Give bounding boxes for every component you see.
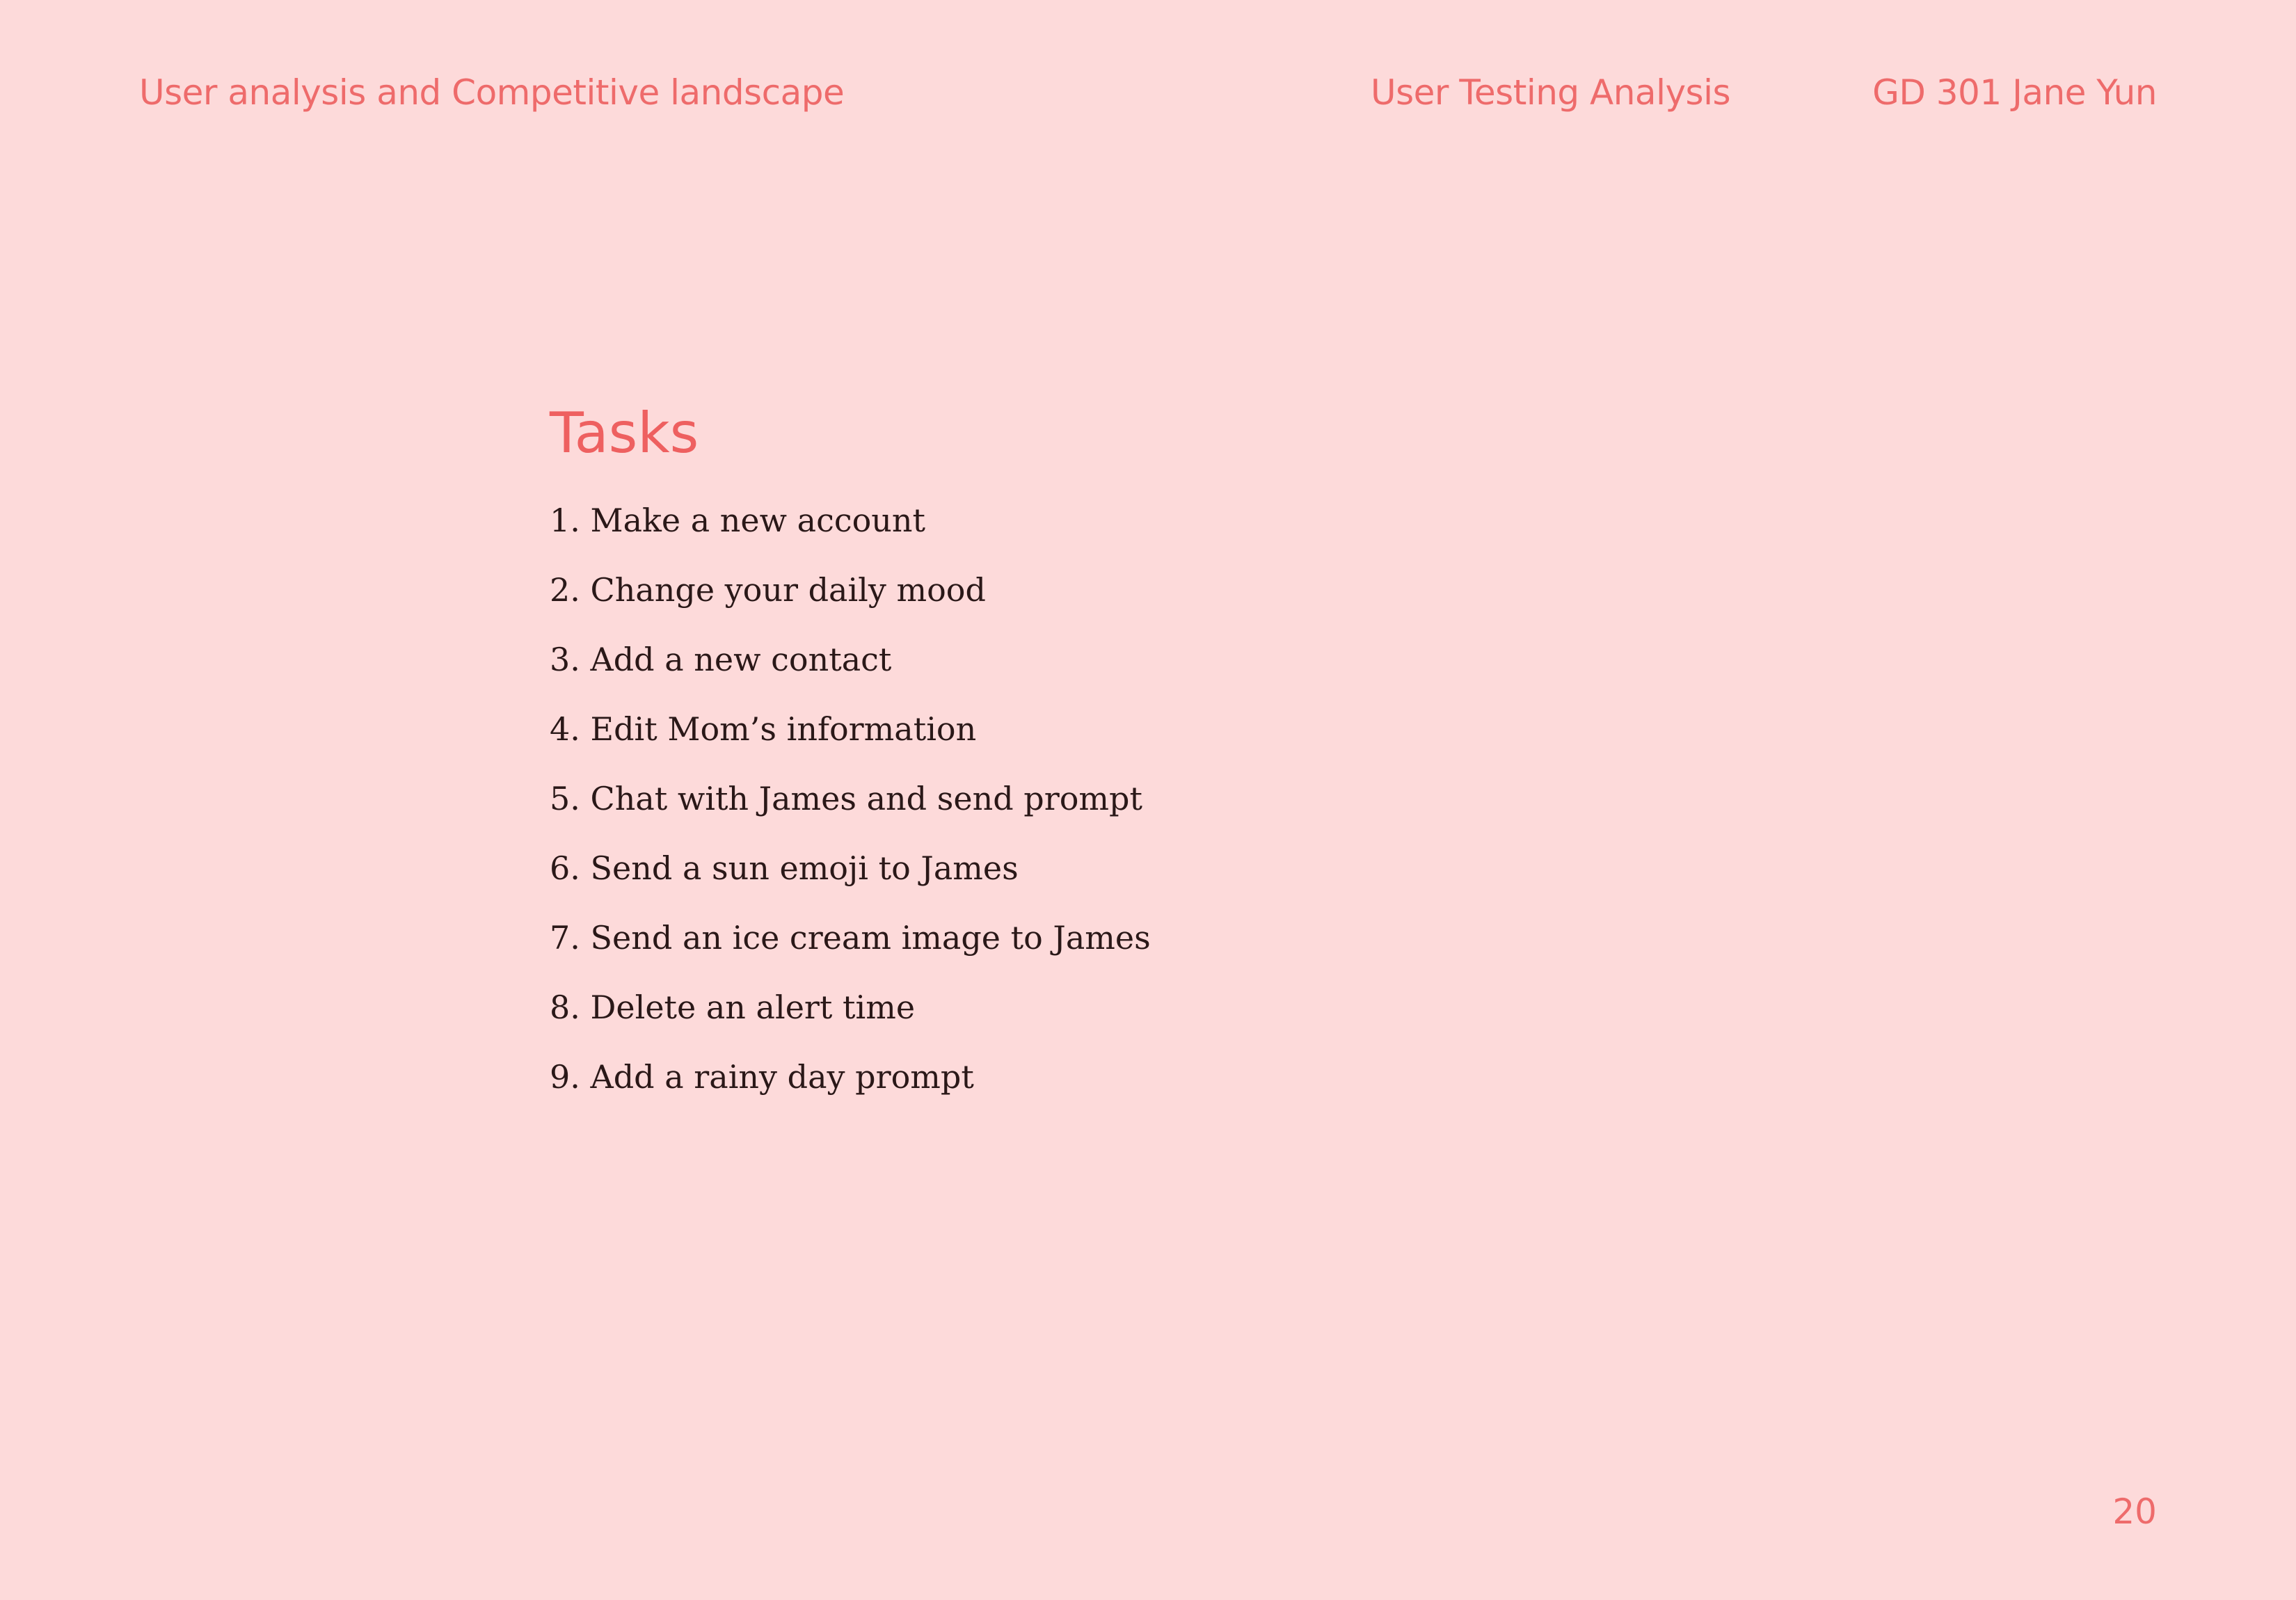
task-list: [550, 486, 1151, 1112]
header-section-title: User analysis and Competitive landscape: [139, 72, 845, 113]
header-course-author: GD 301 Jane Yun: [1872, 72, 2157, 113]
tasks-section: [550, 395, 1151, 1112]
task-item-8: 8. Delete an alert time: [550, 989, 916, 1026]
task-item-6: 6. Send a sun emoji to James: [550, 849, 1019, 887]
page-number: 20: [2112, 1491, 2157, 1532]
task-item-9: 9. Add a rainy day prompt: [550, 1058, 974, 1096]
task-item-2: 2. Change your daily mood: [550, 571, 986, 609]
task-item-7: 7. Send an ice cream image to James: [550, 919, 1151, 957]
task-item-4: 4. Edit Mom’s information: [550, 710, 977, 748]
tasks-heading: Tasks: [550, 401, 699, 465]
header-chapter-title: User Testing Analysis: [1371, 72, 1731, 113]
task-item-3: 3. Add a new contact: [550, 641, 892, 678]
task-item-5: 5. Chat with James and send prompt: [550, 780, 1142, 817]
task-item-1: 1. Make a new account: [550, 502, 926, 539]
